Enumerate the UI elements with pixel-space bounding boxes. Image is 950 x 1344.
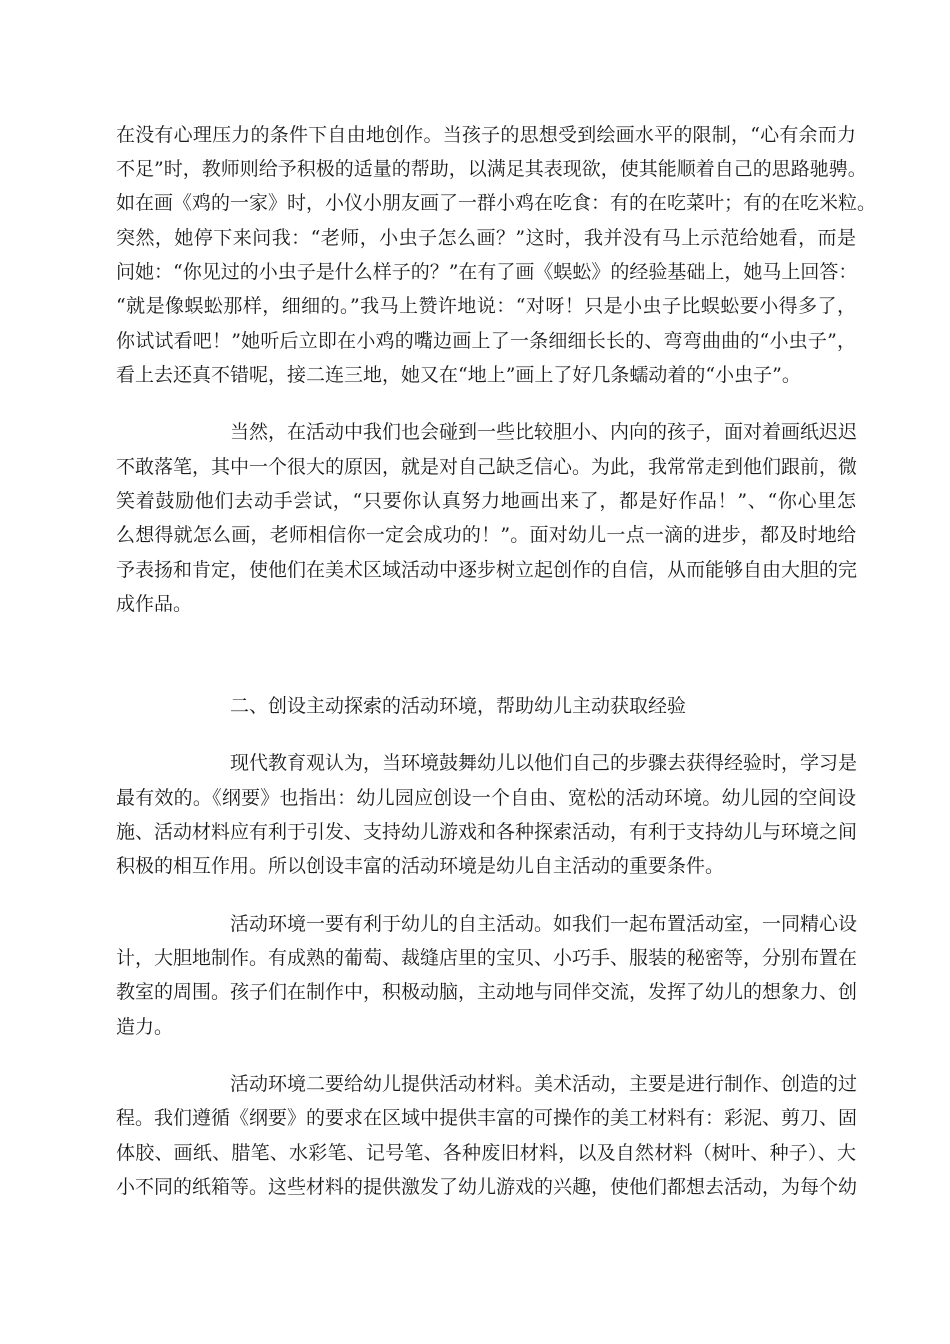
text-line: 在没有心理压力的条件下自由地创作。当孩子的思想受到绘画水平的限制，“心有余而力 — [116, 124, 856, 146]
text-line: 造力。 — [116, 1016, 174, 1038]
text-line: 突然，她停下来问我：“老师，小虫子怎么画？”这时，我并没有马上示范给她看，而是 — [116, 227, 856, 249]
text-line: 教室的周围。孩子们在制作中，积极动脑，主动地与同伴交流，发挥了幼儿的想象力、创 — [116, 981, 858, 1003]
section-heading: 二、创设主动探索的活动环境，帮助幼儿主动获取经验 — [230, 695, 687, 717]
text-line: 如在画《鸡的一家》时，小仪小朋友画了一群小鸡在吃食：有的在吃菜叶；有的在吃米粒。 — [116, 192, 877, 214]
text-line: 你试试看吧！”她听后立即在小鸡的嘴边画上了一条细细长长的、弯弯曲曲的“小虫子”， — [116, 330, 856, 352]
text-line: 最有效的。《纲要》也指出：幼儿园应创设一个自由、宽松的活动环境。幼儿园的空间设 — [116, 787, 856, 809]
text-line: 问她：“你见过的小虫子是什么样子的？”在有了画《蜈蚣》的经验基础上，她马上回答： — [116, 261, 858, 283]
text-line: 当然，在活动中我们也会碰到一些比较胆小、内向的孩子，面对着画纸迟迟 — [230, 421, 858, 443]
text-line: 积极的相互作用。所以创设丰富的活动环境是幼儿自主活动的重要条件。 — [116, 855, 725, 877]
text-line: 现代教育观认为，当环境鼓舞幼儿以他们自己的步骤去获得经验时，学习是 — [230, 752, 858, 774]
text-line: 程。我们遵循《纲要》的要求在区域中提供丰富的可操作的美工材料有：彩泥、剪刀、固 — [116, 1107, 858, 1129]
text-line: 施、活动材料应有利于引发、支持幼儿游戏和各种探索活动，有利于支持幼儿与环境之间 — [116, 821, 858, 843]
text-line: 看上去还真不错呢，接二连三地，她又在“地上”画上了好几条蠕动着的“小虫子”。 — [116, 364, 801, 386]
text-line: 不足”时，教师则给予积极的适量的帮助，以满足其表现欲，使其能顺着自己的思路驰骋。 — [116, 158, 867, 180]
text-line: 活动环境一要有利于幼儿的自主活动。如我们一起布置活动室，一同精心设 — [230, 913, 858, 935]
text-line: “就是像蜈蚣那样，细细的。”我马上赞许地说：“对呀！只是小虫子比蜈蚣要小得多了， — [116, 295, 856, 317]
text-line: 活动环境二要给幼儿提供活动材料。美术活动，主要是进行制作、创造的过 — [230, 1073, 858, 1095]
text-line: 计，大胆地制作。有成熟的葡萄、裁缝店里的宝贝、小巧手、服装的秘密等，分别布置在 — [116, 947, 858, 969]
text-line: 笑着鼓励他们去动手尝试，“只要你认真努力地画出来了，都是好作品！”、“你心里怎 — [116, 490, 856, 512]
text-line: 不敢落笔，其中一个很大的原因，就是对自己缺乏信心。为此，我常常走到他们跟前，微 — [116, 456, 858, 478]
text-line: 小不同的纸箱等。这些材料的提供激发了幼儿游戏的兴趣，使他们都想去活动，为每个幼 — [116, 1176, 858, 1198]
text-line: 予表扬和肯定，使他们在美术区域活动中逐步树立起创作的自信，从而能够自由大胆的完 — [116, 559, 858, 581]
text-line: 么想得就怎么画，老师相信你一定会成功的！”。面对幼儿一点一滴的进步，都及时地给 — [116, 524, 856, 546]
text-line: 体胶、画纸、腊笔、水彩笔、记号笔、各种废旧材料，以及自然材料（树叶、种子）、大 — [116, 1142, 856, 1164]
text-line: 成作品。 — [116, 593, 193, 615]
